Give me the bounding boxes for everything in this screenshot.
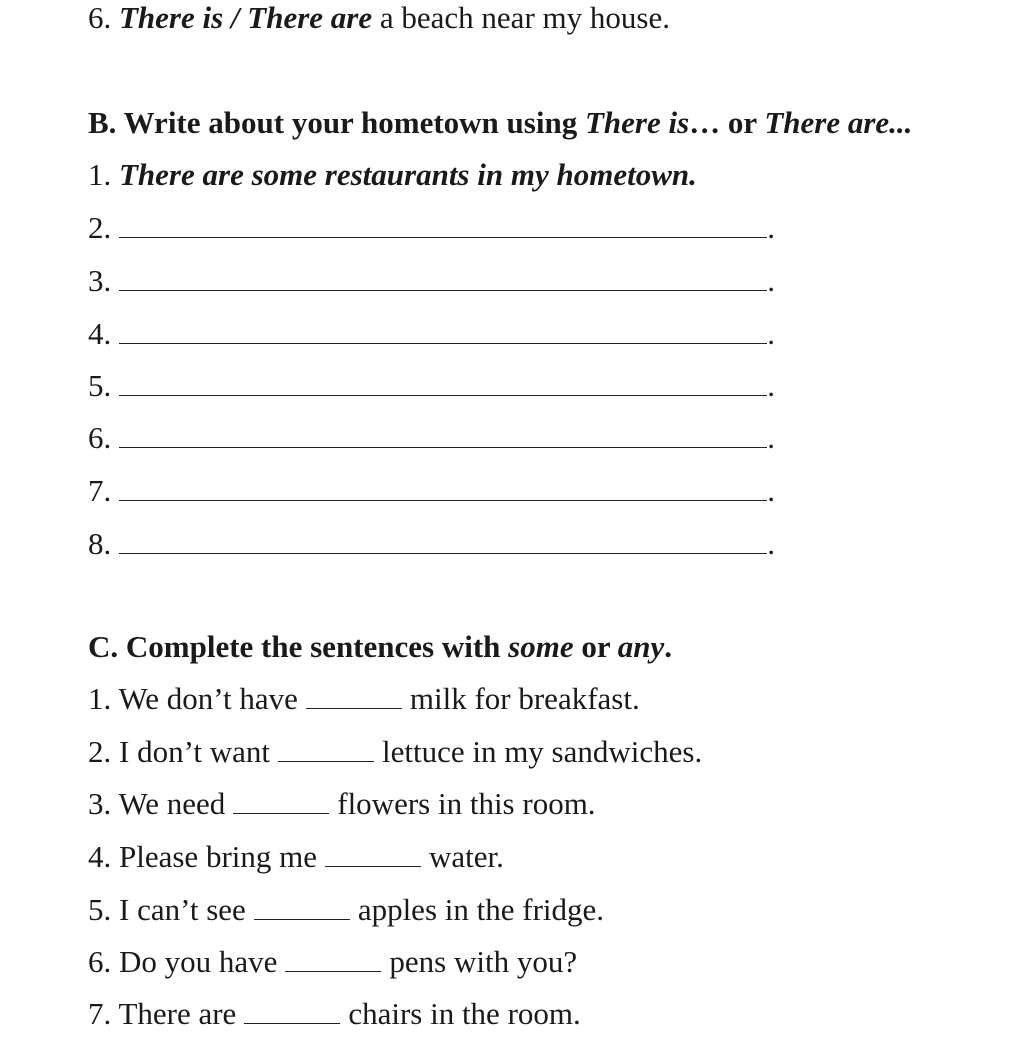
item-before: 2. I don’t want: [88, 734, 270, 769]
item-before: 4. Please bring me: [88, 839, 318, 874]
section-c-item: [88, 996, 581, 1032]
italic-phrase: There is / There are: [119, 0, 373, 35]
heading-or: or: [581, 629, 611, 664]
heading-italic-any: any: [617, 629, 665, 664]
heading-ellipsis: …: [689, 105, 721, 140]
section-b-item: [88, 210, 775, 246]
answer-blank[interactable]: [119, 213, 767, 238]
answer-blank[interactable]: [285, 947, 381, 972]
answer-blank[interactable]: [306, 684, 402, 709]
section-b-heading: [88, 105, 912, 141]
item-number: 6.: [88, 0, 112, 35]
item-after: apples in the fridge.: [357, 892, 605, 927]
item-number: 6.: [88, 420, 112, 455]
section-b-example: [88, 157, 697, 193]
answer-blank[interactable]: [254, 895, 350, 920]
item-number: 1.: [88, 157, 112, 192]
heading-end: .: [664, 629, 673, 664]
answer-blank[interactable]: [278, 737, 374, 762]
item-after: milk for breakfast.: [409, 681, 640, 716]
item-after: flowers in this room.: [337, 786, 596, 821]
item-after: water.: [429, 839, 504, 874]
section-c-heading: [88, 629, 672, 665]
section-b-item: [88, 420, 775, 456]
item-number: 2.: [88, 210, 112, 245]
item-before: 7. There are: [88, 996, 237, 1031]
item-number: 5.: [88, 368, 112, 403]
item-number: 8.: [88, 526, 112, 561]
item-end: .: [767, 210, 775, 245]
item-end: .: [767, 368, 775, 403]
answer-blank[interactable]: [233, 789, 329, 814]
example-sentence: There are some restaurants in my hometown.: [119, 157, 697, 192]
item-end: .: [767, 420, 775, 455]
section-c-item: [88, 734, 702, 770]
heading-text: C. Complete the sentences with: [88, 629, 501, 664]
answer-blank[interactable]: [244, 999, 340, 1024]
section-b-item: [88, 526, 775, 562]
item-before: 5. I can’t see: [88, 892, 246, 927]
heading-text: B. Write about your hometown using: [88, 105, 578, 140]
item-end: .: [767, 473, 775, 508]
section-b-item: [88, 263, 775, 299]
answer-blank[interactable]: [119, 423, 767, 448]
item-end: .: [767, 263, 775, 298]
section-b-item: [88, 316, 775, 352]
section-c-item: [88, 892, 604, 928]
answer-blank[interactable]: [325, 842, 421, 867]
section-c-item: [88, 786, 596, 822]
heading-italic-there-are: There are...: [764, 105, 913, 140]
item-before: 3. We need: [88, 786, 226, 821]
item-number: 4.: [88, 316, 112, 351]
heading-or: or: [727, 105, 757, 140]
section-c-item: [88, 944, 577, 980]
item-before: 6. Do you have: [88, 944, 278, 979]
item-number: 3.: [88, 263, 112, 298]
item-number: 7.: [88, 473, 112, 508]
section-c-item: [88, 839, 504, 875]
heading-italic-some: some: [508, 629, 574, 664]
section-c-item: [88, 681, 640, 717]
item-end: .: [767, 526, 775, 561]
item-before: 1. We don’t have: [88, 681, 298, 716]
item-after: lettuce in my sandwiches.: [381, 734, 703, 769]
answer-blank[interactable]: [119, 371, 767, 396]
section-b-item: [88, 368, 775, 404]
item-after: chairs in the room.: [348, 996, 581, 1031]
answer-blank[interactable]: [119, 529, 767, 554]
heading-italic-there-is: There is: [584, 105, 690, 140]
answer-blank[interactable]: [119, 319, 767, 344]
answer-blank[interactable]: [119, 266, 767, 291]
item-end: .: [767, 316, 775, 351]
answer-blank[interactable]: [119, 476, 767, 501]
section-b-item: [88, 473, 775, 509]
exercise-a-item-6: [88, 0, 670, 36]
item-text: a beach near my house.: [379, 0, 670, 35]
item-after: pens with you?: [389, 944, 578, 979]
